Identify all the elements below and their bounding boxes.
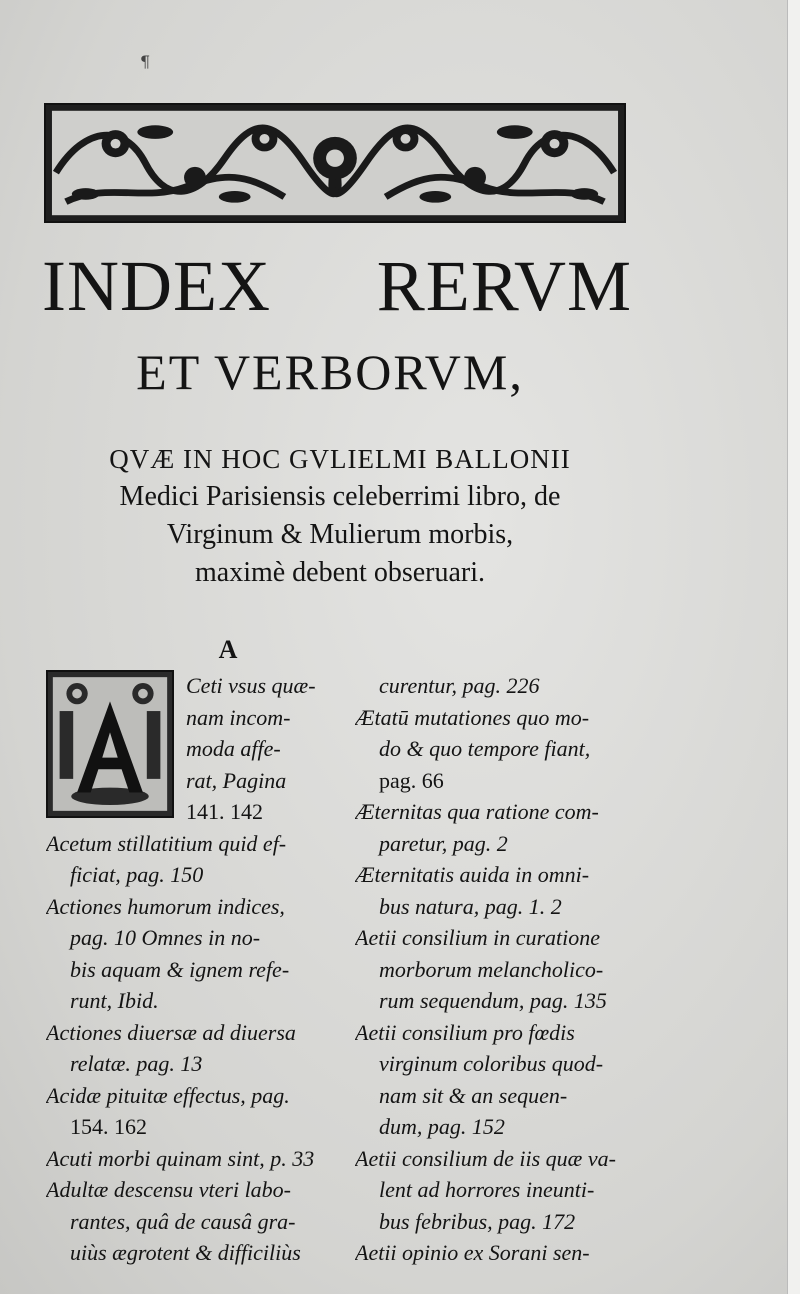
index-entry-line: Ætatū mutationes quo mo- xyxy=(355,704,590,730)
index-entry-line: Acuti morbi quinam sint, p. 33 xyxy=(46,1145,315,1171)
index-entry-line: uiùs ægrotent & difficiliùs xyxy=(70,1240,301,1265)
subtitle xyxy=(40,440,640,592)
index-entry-line: Ceti vsus quæ- xyxy=(186,673,316,698)
index-entry-line: rat, Pagina xyxy=(186,767,287,793)
index-entry-line: Acetum stillatitium quid ef- xyxy=(46,830,287,856)
index-entry-line: 141. 142 xyxy=(186,799,263,824)
index-entry-line: Adultæ descensu vteri labo- xyxy=(46,1177,292,1202)
index-entry-line: rum sequendum, pag. 135 xyxy=(379,988,607,1013)
index-entry-line: Aetii consilium in curatione xyxy=(355,925,601,950)
index-entry-line: do & quo tempore fiant, xyxy=(379,736,591,761)
subtitle-line: Virginum & Mulierum morbis, xyxy=(166,519,514,550)
printer-mark: ¶ xyxy=(140,52,151,71)
index-entry-line: pag. 10 Omnes in no- xyxy=(70,925,261,950)
index-entry-line: rantes, quâ de causâ gra- xyxy=(70,1208,296,1234)
index-entry-line: 154. 162 xyxy=(70,1114,147,1139)
ornamental-headpiece xyxy=(44,103,626,223)
index-entry-line: bus febribus, pag. 172 xyxy=(379,1208,576,1234)
index-entry-line: morborum melancholico- xyxy=(379,956,604,982)
index-entry-line: bis aquam & ignem refe- xyxy=(70,956,290,982)
index-entry-line: paretur, pag. 2 xyxy=(379,830,508,856)
index-entry-line: Actiones diuersæ ad diuersa xyxy=(46,1019,296,1045)
index-entry-line: Aetii opinio ex Sorani sen- xyxy=(355,1240,590,1265)
index-entry-line: moda affe- xyxy=(186,736,281,761)
subtitle-line: QVÆ IN HOC GVLIELMI BALLONII xyxy=(109,444,571,474)
index-entry-line: ficiat, pag. 150 xyxy=(70,862,204,887)
index-entry-line: dum, pag. 152 xyxy=(379,1114,505,1139)
index-entry-line: lent ad horrores ineunti- xyxy=(379,1177,595,1202)
section-letter: A xyxy=(218,635,238,664)
index-entry-line: runt, Ibid. xyxy=(70,988,159,1013)
index-entry-line: Acidæ pituitæ effectus, pag. xyxy=(46,1082,290,1108)
index-entry-line: pag. 66 xyxy=(379,767,444,793)
title-rerum: RERVM xyxy=(376,246,632,326)
index-entry-line: Aetii consilium pro fœdis xyxy=(355,1019,575,1045)
index-entry-line: Actiones humorum indices, xyxy=(46,893,285,919)
page-edge xyxy=(787,0,800,1294)
title-line-1 xyxy=(42,244,632,328)
index-entry-line: virginum coloribus quod- xyxy=(379,1051,604,1076)
index-entry-line: curentur, pag. 226 xyxy=(379,673,540,698)
title-line-2: ET VERBORVM, xyxy=(136,344,524,400)
index-entry-line: Æternitatis auida in omni- xyxy=(355,862,590,887)
index-entry-line: relatæ. pag. 13 xyxy=(70,1051,203,1076)
index-entry-line: bus natura, pag. 1. 2 xyxy=(379,893,562,919)
index-column-right xyxy=(355,670,633,1269)
index-entry-line: nam sit & an sequen- xyxy=(379,1082,568,1108)
title-index: INDEX xyxy=(42,246,271,326)
index-column-left xyxy=(46,670,330,1269)
subtitle-line: Medici Parisiensis celeberrimi libro, de xyxy=(119,481,561,512)
index-entry-line: Aetii consilium de iis quæ va- xyxy=(355,1145,616,1171)
subtitle-line: maximè debent obseruari. xyxy=(194,557,485,588)
index-entry-line: Æternitas qua ratione com- xyxy=(355,799,599,824)
index-entry-line: nam incom- xyxy=(186,704,291,730)
